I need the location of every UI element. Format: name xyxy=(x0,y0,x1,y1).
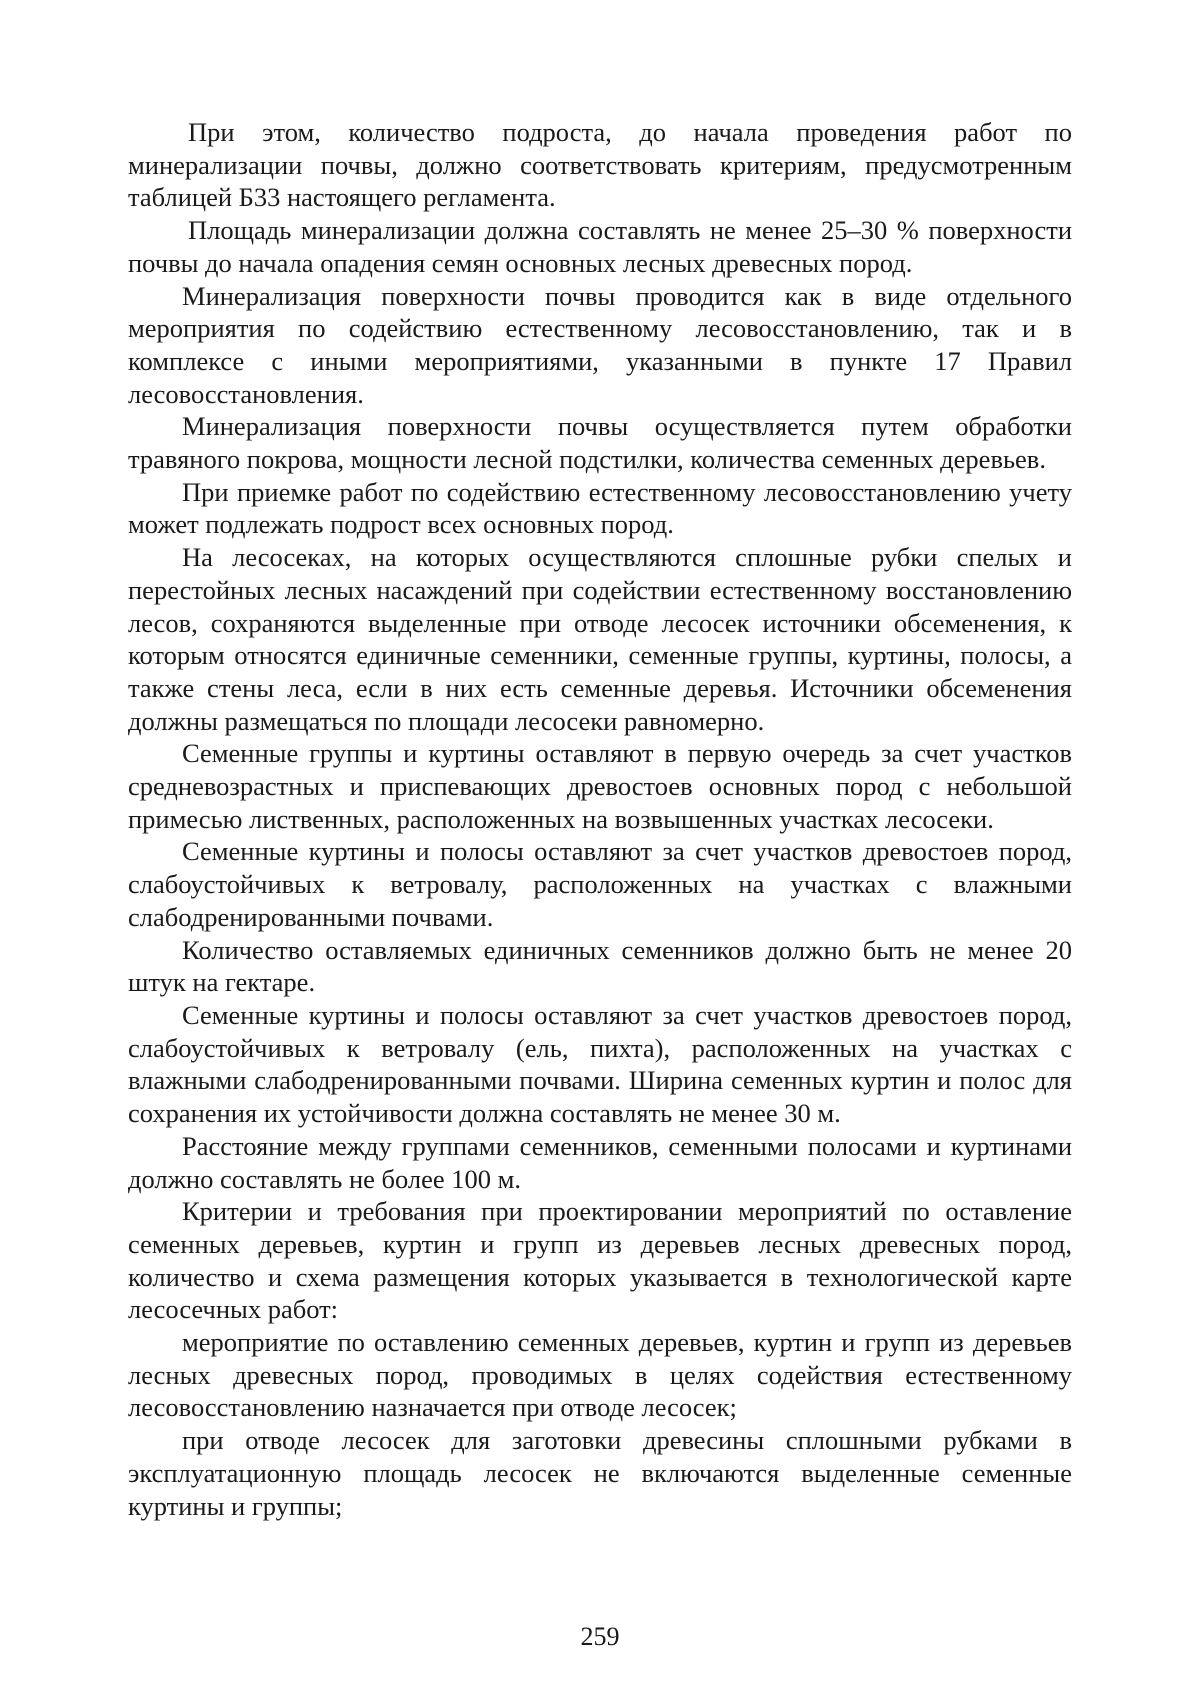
paragraph-10: Семенные куртины и полосы оставляют за счет участков древостоев пород, слабоустойчивых к ветровалу (ель, пихта), расположенных на участках с влажными слабодренированными почвами. Ширина семенных куртин и полос для сохранения их устойчивости должна составлять не менее 30 м. xyxy=(128,999,1072,1129)
paragraph-5: При приемке работ по содействию естественному лесовосстановлению учету может подлежать подрост всех основных пород. xyxy=(128,476,1072,540)
paragraph-1: При этом, количество подроста, до начала проведения работ по минерализации почвы, должно соответствовать критериям, предусмотренным таблицей Б33 настоящего регламента. xyxy=(128,117,1072,213)
paragraph-13: мероприятие по оставлению семенных деревьев, куртин и групп из деревьев лесных древесных пород, проводимых в целях содействия естественному лесовосстановлению назначается при отводе лесосек; xyxy=(128,1327,1072,1423)
paragraph-9: Количество оставляемых единичных семенников должно быть не менее 20 штук на гектаре. xyxy=(128,934,1072,998)
paragraph-8: Семенные куртины и полосы оставляют за счет участков древостоев пород, слабоустойчивых к ветровалу, расположенных на участках с влажными слабодренированными почвами. xyxy=(128,836,1072,932)
paragraph-14: при отводе лесосек для заготовки древесины сплошными рубками в эксплуатационную площадь лесосек не включаются выделенные семенные куртины и группы; xyxy=(128,1425,1072,1521)
document-body xyxy=(128,116,1072,1522)
paragraph-4: Минерализация поверхности почвы осуществляется путем обработки травяного покрова, мощности лесной подстилки, количества семенных деревьев. xyxy=(128,411,1072,475)
paragraph-12: Критерии и требования при проектировании мероприятий по оставление семенных деревьев, куртин и групп из деревьев лесных древесных пород, количество и схема размещения которых указывается в технологической карте лесосечных работ: xyxy=(128,1196,1072,1325)
paragraph-6: На лесосеках, на которых осуществляются сплошные рубки спелых и перестойных лесных насаждений при содействии естественному восстановлению лесов, сохраняются выделенные при отводе лесосек источники обсеменения, к которым относятся единичные семенники, семенные группы, куртины, полосы, а также стены леса, если в них есть семенные деревья. Источники обсеменения должны размещаться по площади лесосеки равномерно. xyxy=(128,542,1072,736)
paragraph-3: Минерализация поверхности почвы проводится как в виде отдельного мероприятия по содействию естественному лесовосстановлению, так и в комплексе с иными мероприятиями, указанными в пункте 17 Правил лесовосстановления. xyxy=(128,280,1072,409)
paragraph-11: Расстояние между группами семенников, семенными полосами и куртинами должно составлять не более 100 м. xyxy=(128,1130,1072,1194)
paragraph-2: Площадь минерализации должна составлять не менее 25–30 % поверхности почвы до начала опадения семян основных лесных древесных пород. xyxy=(128,215,1072,278)
paragraph-7: Семенные группы и куртины оставляют в первую очередь за счет участков средневозрастных и приспевающих древостоев основных пород с небольшой примесью лиственных, расположенных на возвышенных участках лесосеки. xyxy=(128,738,1072,834)
page-number: 259 xyxy=(580,1622,620,1651)
